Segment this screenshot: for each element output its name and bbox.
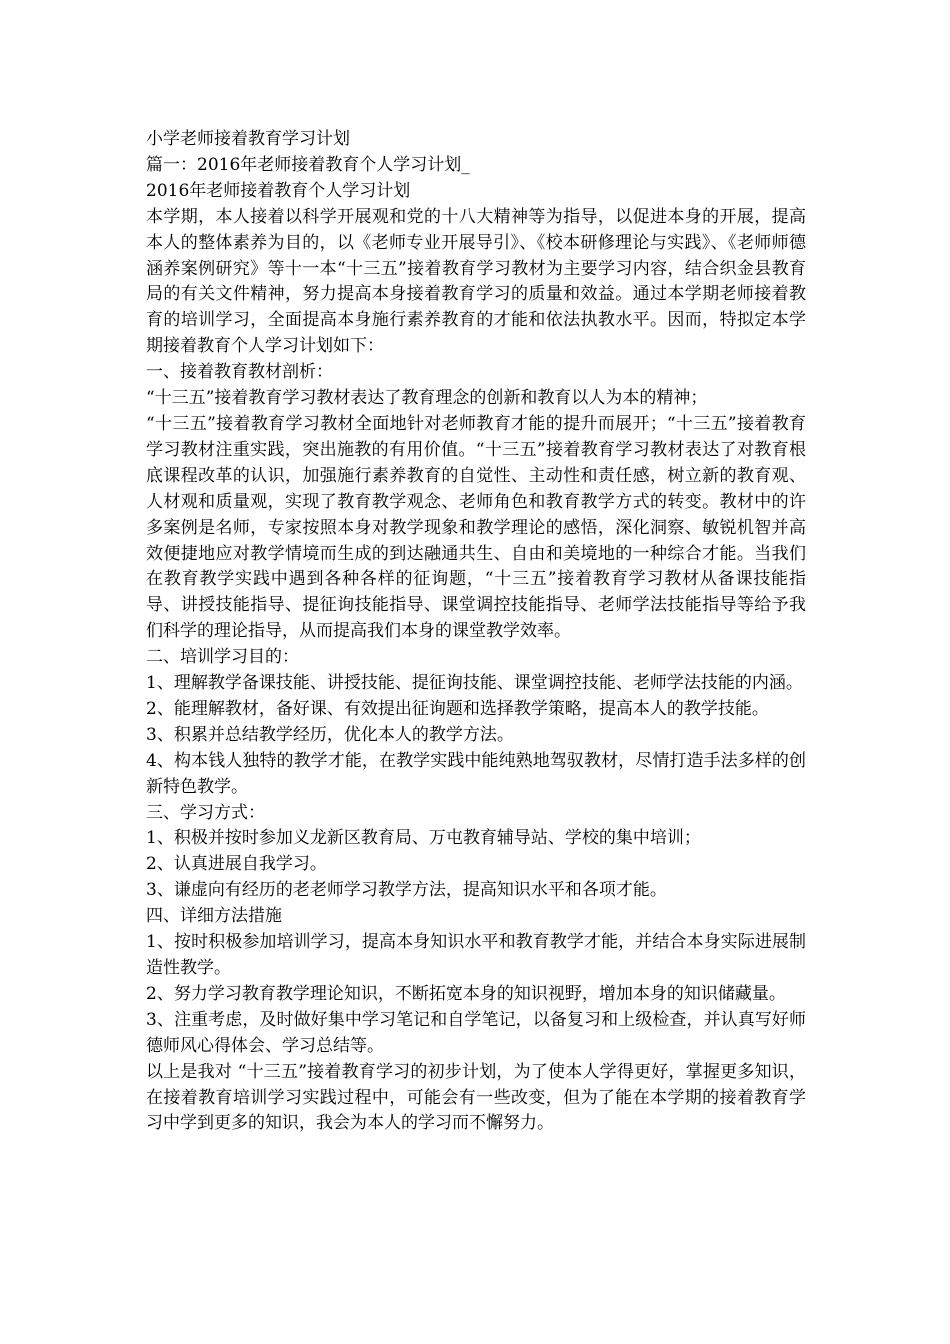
list-item: 2、能理解教材，备好课、有效提出征询题和选择教学策略，提高本人的教学技能。 xyxy=(146,698,769,719)
list-item: 1、按时积极参加培训学习，提高本身知识水平和教育教学才能，并结合本身实际进展制造性教学。 xyxy=(146,932,806,978)
conclusion-paragraph: 以上是我对 “十三五”接着教育学习的初步计划，为了使本人学得更好，掌握更多知识，在接着教育培训学习实践过程中，可能会有一些改变，但为了能在本学期的接着教育学习中学到更多的知识，我会为本人的学习而不懈努力。 xyxy=(146,1061,806,1134)
section-1-line: “十三五”接着教育学习教材表达了教育理念的创新和教育以人为本的精神； xyxy=(146,388,708,409)
intro-paragraph: 本学期，本人接着以科学开展观和党的十八大精神等为指导，以促进本身的开展，提高本人的整体素养为目的，以《老师专业开展导引》、《校本研修理论与实践》、《老师师德涵养案例研究》等十一本“十三五”接着教育学习教材为主要学习内容，结合织金县教育局的有关文件精神，努力提高本身接着教育学习的质量和效益。通过本学期老师接着教育的培训学习，全面提高本身施行素养教育的才能和依法执教水平。因而，特拟定本学期接着教育个人学习计划如下： xyxy=(146,206,806,357)
list-item: 3、谦虚向有经历的老老师学习教学方法，提高知识水平和各项才能。 xyxy=(146,880,667,901)
list-item: 3、积累并总结教学经历，优化本人的教学方法。 xyxy=(146,724,514,745)
list-item: 2、认真进展自我学习。 xyxy=(146,854,327,875)
list-item: 1、积极并按时参加义龙新区教育局、万屯教育辅导站、学校的集中培训； xyxy=(146,828,701,849)
section-heading-1: 一、接着教育教材剖析： xyxy=(146,362,333,383)
section-1-paragraph: “十三五”接着教育学习教材全面地针对老师教育才能的提升而展开；“十三五”接着教育学习教材注重实践，突出施教的有用价值。“十三五”接着教育学习教材表达了对教育根底课程改革的认识，加强施行素养教育的自觉性、主动性和责任感，树立新的教育观、人材观和质量观，实现了教育教学观念、老师角色和教育教学方式的转变。教材中的许多案例是名师，专家按照本身对教学现象和教学理论的感悟，深化洞察、敏锐机智并高效便捷地应对教学情境而生成的到达融通共生、自由和美境地的一种综合才能。当我们在教育教学实践中遇到各种各样的征询题，“十三五”接着教育学习教材从备课技能指导、讲授技能指导、提征询技能指导、课堂调控技能指导、老师学法技能指导等给予我们科学的理论指导，从而提高我们本身的课堂教学效率。 xyxy=(146,413,806,642)
section-heading-4: 四、详细方法措施 xyxy=(146,906,282,927)
list-item: 2、努力学习教育教学理论知识，不断拓宽本身的知识视野，增加本身的知识储藏量。 xyxy=(146,983,786,1004)
subtitle-plan: 2016年老师接着教育个人学习计划 xyxy=(146,180,411,201)
section-heading-3: 三、学习方式： xyxy=(146,802,265,823)
document-page xyxy=(146,127,806,1137)
list-item: 3、注重考虑，及时做好集中学习笔记和自学笔记，以备复习和上级检查，并认真写好师德师风心得体会、学习总结等。 xyxy=(146,1009,806,1056)
list-item: 4、构本钱人独特的教学才能，在教学实践中能纯熟地驾驭教材，尽情打造手法多样的创新特色教学。 xyxy=(146,750,806,797)
subtitle-chapter: 篇一：2016年老师接着教育个人学习计划_ xyxy=(146,154,470,175)
list-item: 1、理解教学备课技能、讲授技能、提征询技能、课堂调控技能、老师学法技能的内涵。 xyxy=(146,673,803,694)
document-title: 小学老师接着教育学习计划 xyxy=(146,129,350,149)
section-heading-2: 二、培训学习目的： xyxy=(146,647,299,668)
